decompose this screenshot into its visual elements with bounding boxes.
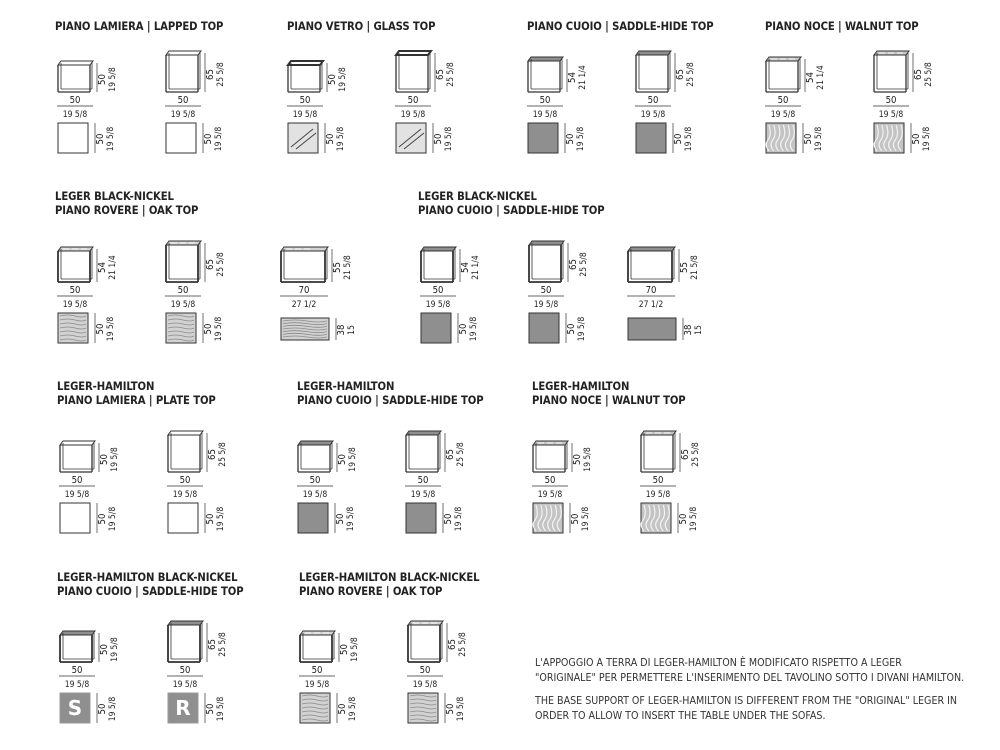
height-cm: 65 bbox=[913, 69, 924, 80]
elevation-view bbox=[168, 621, 207, 662]
depth-inch: 19 5/8 bbox=[216, 506, 226, 532]
section-title-cuoio bbox=[527, 20, 714, 34]
depth-cm: 38 bbox=[683, 324, 694, 336]
section-title-line: LEGER-HAMILTON bbox=[57, 380, 155, 393]
elevation-view bbox=[396, 51, 435, 92]
table-top bbox=[58, 61, 93, 65]
table-drawing bbox=[55, 50, 145, 160]
height-inch: 19 5/8 bbox=[338, 67, 348, 92]
plan-top bbox=[628, 318, 676, 340]
section-title-line: PIANO VETRO | GLASS TOP bbox=[287, 20, 436, 33]
height-cm: 65 bbox=[447, 639, 458, 650]
height-inch: 19 5/8 bbox=[583, 447, 593, 472]
height-cm: 54 bbox=[97, 262, 108, 273]
height-cm: 50 bbox=[99, 454, 110, 465]
elevation-view bbox=[874, 51, 913, 92]
width-inch: 27 1/2 bbox=[291, 300, 317, 310]
plan-top bbox=[60, 503, 90, 533]
width-cm: 50 bbox=[544, 475, 556, 486]
width-inch: 19 5/8 bbox=[400, 110, 426, 120]
height-inch: 25 5/8 bbox=[924, 62, 934, 87]
depth-cm: 50 bbox=[325, 133, 336, 145]
height-inch: 21 1/4 bbox=[108, 255, 118, 280]
width-cm: 50 bbox=[417, 475, 429, 486]
table-top bbox=[636, 51, 671, 55]
plan-top bbox=[298, 503, 328, 533]
height-cm: 65 bbox=[680, 449, 691, 460]
depth-inch: 19 5/8 bbox=[922, 126, 932, 152]
height-cm: 65 bbox=[445, 449, 456, 460]
width-inch: 27 1/2 bbox=[638, 300, 664, 310]
section-title-h-lamiera bbox=[57, 380, 216, 408]
depth-inch: 19 5/8 bbox=[684, 126, 694, 152]
plan-view bbox=[288, 123, 325, 153]
hamilton-base-note bbox=[535, 656, 965, 732]
table-drawing bbox=[625, 240, 715, 350]
width-inch: 19 5/8 bbox=[425, 300, 451, 310]
table-top bbox=[406, 431, 441, 435]
table-drawing bbox=[526, 240, 616, 350]
depth-cm: 50 bbox=[205, 513, 216, 525]
table-drawing bbox=[530, 430, 620, 540]
height-cm: 50 bbox=[97, 74, 108, 85]
depth-inch: 19 5/8 bbox=[814, 126, 824, 152]
depth-inch: 19 5/8 bbox=[456, 696, 466, 722]
plan-view bbox=[406, 503, 443, 533]
plan-top bbox=[408, 693, 438, 723]
depth-cm: 50 bbox=[570, 513, 581, 525]
depth-inch: 19 5/8 bbox=[581, 506, 591, 532]
plan-view bbox=[298, 503, 335, 533]
height-cm: 50 bbox=[572, 454, 583, 465]
width-cm: 50 bbox=[652, 475, 664, 486]
elevation-view bbox=[641, 431, 680, 472]
plan-view bbox=[166, 313, 203, 343]
table-drawing bbox=[418, 240, 508, 350]
plan-view bbox=[408, 693, 445, 723]
height-cm: 65 bbox=[568, 259, 579, 270]
width-inch: 19 5/8 bbox=[770, 110, 796, 120]
width-cm: 70 bbox=[645, 285, 657, 296]
width-inch: 19 5/8 bbox=[878, 110, 904, 120]
width-cm: 50 bbox=[309, 475, 321, 486]
section-title-line: PIANO CUOIO | SADDLE-HIDE TOP bbox=[418, 204, 605, 217]
width-cm: 50 bbox=[177, 285, 189, 296]
elevation-view bbox=[533, 441, 572, 472]
plan-top bbox=[168, 503, 198, 533]
width-cm: 50 bbox=[540, 285, 552, 296]
width-inch: 19 5/8 bbox=[170, 110, 196, 120]
height-inch: 19 5/8 bbox=[348, 447, 358, 472]
plan-top bbox=[421, 313, 451, 343]
height-cm: 55 bbox=[332, 262, 343, 273]
section-title-h-cuoio bbox=[297, 380, 484, 408]
depth-inch: 15 bbox=[694, 325, 704, 335]
plan-view bbox=[168, 503, 205, 533]
table-drawing bbox=[165, 430, 255, 540]
elevation-view bbox=[168, 431, 207, 472]
table-top bbox=[288, 61, 323, 65]
height-cm: 65 bbox=[675, 69, 686, 80]
table-drawing bbox=[403, 430, 493, 540]
height-cm: 50 bbox=[327, 74, 338, 85]
height-cm: 50 bbox=[339, 644, 350, 655]
width-cm: 50 bbox=[299, 95, 311, 106]
height-cm: 65 bbox=[207, 639, 218, 650]
section-title-hbn-cuoio bbox=[57, 571, 244, 599]
width-cm: 50 bbox=[69, 95, 81, 106]
plan-view bbox=[58, 313, 95, 343]
elevation-view bbox=[58, 61, 97, 92]
depth-inch: 19 5/8 bbox=[106, 316, 116, 342]
depth-inch: 19 5/8 bbox=[577, 316, 587, 342]
plan-top bbox=[288, 123, 318, 153]
depth-cm: 50 bbox=[95, 323, 106, 335]
elevation-view bbox=[766, 57, 805, 92]
table-drawing bbox=[297, 620, 387, 730]
elevation-view bbox=[166, 51, 205, 92]
section-title-line: LEGER BLACK-NICKEL bbox=[55, 190, 174, 203]
table-drawing bbox=[278, 240, 368, 350]
table-top bbox=[396, 51, 431, 55]
height-cm: 65 bbox=[435, 69, 446, 80]
depth-cm: 50 bbox=[203, 323, 214, 335]
elevation-view bbox=[300, 631, 339, 662]
height-inch: 19 5/8 bbox=[110, 637, 120, 662]
plan-view bbox=[168, 693, 205, 723]
height-cm: 50 bbox=[337, 454, 348, 465]
height-inch: 19 5/8 bbox=[108, 67, 118, 92]
height-cm: 54 bbox=[805, 72, 816, 83]
depth-inch: 19 5/8 bbox=[214, 126, 224, 152]
depth-inch: 19 5/8 bbox=[216, 696, 226, 722]
table-drawing bbox=[405, 620, 495, 730]
width-inch: 19 5/8 bbox=[172, 680, 198, 690]
plan-view bbox=[421, 313, 458, 343]
plan-view bbox=[628, 318, 683, 340]
table-drawing bbox=[295, 430, 385, 540]
table-drawing bbox=[871, 50, 961, 160]
height-cm: 50 bbox=[99, 644, 110, 655]
section-title-line: PIANO LAMIERA | LAPPED TOP bbox=[55, 20, 224, 33]
plan-top bbox=[636, 123, 666, 153]
badge-letter: R bbox=[175, 696, 191, 720]
depth-cm: 50 bbox=[445, 703, 456, 715]
width-inch: 19 5/8 bbox=[412, 680, 438, 690]
table-drawing bbox=[57, 430, 147, 540]
badge-letter: S bbox=[67, 696, 83, 720]
section-title-line: PIANO NOCE | WALNUT TOP bbox=[532, 394, 686, 407]
depth-cm: 50 bbox=[803, 133, 814, 145]
width-cm: 50 bbox=[311, 665, 323, 676]
plan-view bbox=[528, 123, 565, 153]
elevation-view bbox=[636, 51, 675, 92]
width-inch: 19 5/8 bbox=[532, 110, 558, 120]
width-inch: 19 5/8 bbox=[62, 300, 88, 310]
plan-view bbox=[533, 503, 570, 533]
table-top bbox=[421, 247, 456, 251]
depth-cm: 50 bbox=[678, 513, 689, 525]
table-top bbox=[168, 431, 203, 435]
height-inch: 25 5/8 bbox=[218, 632, 228, 657]
height-inch: 25 5/8 bbox=[216, 252, 226, 277]
width-inch: 19 5/8 bbox=[304, 680, 330, 690]
width-inch: 19 5/8 bbox=[64, 490, 90, 500]
height-cm: 65 bbox=[205, 69, 216, 80]
width-cm: 50 bbox=[885, 95, 897, 106]
depth-inch: 19 5/8 bbox=[108, 696, 118, 722]
plan-view bbox=[166, 123, 203, 153]
elevation-view bbox=[60, 441, 99, 472]
width-inch: 19 5/8 bbox=[533, 300, 559, 310]
plan-view bbox=[396, 123, 433, 153]
table-top bbox=[628, 247, 675, 251]
section-title-line: LEGER-HAMILTON BLACK-NICKEL bbox=[57, 571, 238, 584]
width-cm: 50 bbox=[539, 95, 551, 106]
width-inch: 19 5/8 bbox=[410, 490, 436, 500]
table-top bbox=[60, 441, 95, 445]
depth-cm: 50 bbox=[911, 133, 922, 145]
depth-cm: 50 bbox=[673, 133, 684, 145]
table-drawing bbox=[525, 50, 615, 160]
depth-inch: 19 5/8 bbox=[214, 316, 224, 342]
elevation-view bbox=[58, 247, 97, 282]
height-inch: 21 1/4 bbox=[578, 65, 588, 90]
width-cm: 50 bbox=[432, 285, 444, 296]
elevation-view bbox=[628, 247, 679, 282]
depth-cm: 50 bbox=[335, 513, 346, 525]
depth-inch: 19 5/8 bbox=[444, 126, 454, 152]
section-title-line: LEGER-HAMILTON BLACK-NICKEL bbox=[299, 571, 480, 584]
plan-view bbox=[58, 123, 95, 153]
width-cm: 50 bbox=[407, 95, 419, 106]
depth-cm: 50 bbox=[95, 133, 106, 145]
section-title-line: PIANO CUOIO | SADDLE-HIDE TOP bbox=[297, 394, 484, 407]
section-title-h-noce bbox=[532, 380, 686, 408]
depth-cm: 50 bbox=[458, 323, 469, 335]
width-cm: 50 bbox=[179, 665, 191, 676]
plan-top bbox=[166, 313, 196, 343]
depth-cm: 50 bbox=[565, 133, 576, 145]
section-title-hbn-rovere bbox=[299, 571, 479, 599]
plan-view bbox=[641, 503, 678, 533]
table-drawing bbox=[163, 240, 253, 350]
table-drawing bbox=[285, 50, 375, 160]
table-top bbox=[60, 631, 95, 635]
height-inch: 25 5/8 bbox=[456, 442, 466, 467]
plan-top bbox=[396, 123, 426, 153]
plan-view bbox=[874, 123, 911, 153]
plan-top bbox=[58, 313, 88, 343]
depth-inch: 19 5/8 bbox=[454, 506, 464, 532]
width-inch: 19 5/8 bbox=[170, 300, 196, 310]
width-inch: 19 5/8 bbox=[172, 490, 198, 500]
depth-cm: 38 bbox=[336, 324, 347, 336]
height-inch: 19 5/8 bbox=[110, 447, 120, 472]
depth-inch: 19 5/8 bbox=[576, 126, 586, 152]
table-drawing bbox=[55, 240, 145, 350]
table-top bbox=[166, 51, 201, 55]
width-cm: 50 bbox=[71, 665, 83, 676]
width-inch: 19 5/8 bbox=[64, 680, 90, 690]
depth-inch: 19 5/8 bbox=[348, 696, 358, 722]
width-cm: 50 bbox=[177, 95, 189, 106]
height-inch: 21 1/4 bbox=[816, 65, 826, 90]
depth-inch: 19 5/8 bbox=[469, 316, 479, 342]
width-cm: 50 bbox=[179, 475, 191, 486]
note-italian: L'APPOGGIO A TERRA DI LEGER-HAMILTON È MODIFICATO RISPETTO A LEGER "ORIGINALE" PER PERMETTERE L'INSERIMENTO DEL TAVOLINO SOTTO I DIVANI HAMILTON. bbox=[535, 657, 965, 684]
width-inch: 19 5/8 bbox=[645, 490, 671, 500]
width-inch: 19 5/8 bbox=[62, 110, 88, 120]
height-inch: 21 5/8 bbox=[690, 255, 700, 280]
depth-inch: 15 bbox=[347, 325, 357, 335]
depth-inch: 19 5/8 bbox=[336, 126, 346, 152]
plan-top bbox=[406, 503, 436, 533]
width-cm: 50 bbox=[419, 665, 431, 676]
section-title-bn-cuoio bbox=[418, 190, 605, 218]
depth-cm: 50 bbox=[97, 513, 108, 525]
table-top bbox=[528, 57, 563, 61]
width-cm: 50 bbox=[647, 95, 659, 106]
height-cm: 65 bbox=[207, 449, 218, 460]
height-cm: 65 bbox=[205, 259, 216, 270]
table-top bbox=[298, 441, 333, 445]
depth-cm: 50 bbox=[433, 133, 444, 145]
plan-view bbox=[636, 123, 673, 153]
height-inch: 25 5/8 bbox=[691, 442, 701, 467]
depth-inch: 19 5/8 bbox=[106, 126, 116, 152]
table-top bbox=[168, 621, 203, 625]
elevation-view bbox=[406, 431, 445, 472]
height-cm: 54 bbox=[567, 72, 578, 83]
depth-cm: 50 bbox=[443, 513, 454, 525]
width-cm: 50 bbox=[777, 95, 789, 106]
height-inch: 21 1/4 bbox=[471, 255, 481, 280]
section-title-line: LEGER BLACK-NICKEL bbox=[418, 190, 537, 203]
section-title-line: PIANO CUOIO | SADDLE-HIDE TOP bbox=[57, 585, 244, 598]
height-cm: 54 bbox=[460, 262, 471, 273]
plan-view bbox=[300, 693, 337, 723]
table-drawing bbox=[638, 430, 728, 540]
plan-view bbox=[60, 693, 97, 723]
elevation-view bbox=[529, 241, 568, 282]
plan-top bbox=[58, 123, 88, 153]
table-drawing bbox=[165, 620, 255, 730]
height-inch: 25 5/8 bbox=[218, 442, 228, 467]
depth-cm: 50 bbox=[203, 133, 214, 145]
table-top bbox=[529, 241, 564, 245]
width-inch: 19 5/8 bbox=[640, 110, 666, 120]
width-inch: 19 5/8 bbox=[537, 490, 563, 500]
table-drawing bbox=[163, 50, 253, 160]
plan-view bbox=[766, 123, 803, 153]
width-cm: 50 bbox=[71, 475, 83, 486]
table-drawing bbox=[633, 50, 723, 160]
depth-cm: 50 bbox=[205, 703, 216, 715]
section-title-vetro bbox=[287, 20, 435, 34]
depth-inch: 19 5/8 bbox=[108, 506, 118, 532]
table-drawing bbox=[393, 50, 483, 160]
plan-top bbox=[528, 123, 558, 153]
depth-cm: 50 bbox=[97, 703, 108, 715]
width-inch: 19 5/8 bbox=[302, 490, 328, 500]
depth-cm: 50 bbox=[337, 703, 348, 715]
elevation-view bbox=[166, 241, 205, 282]
section-title-line: LEGER-HAMILTON bbox=[297, 380, 395, 393]
plan-top bbox=[166, 123, 196, 153]
section-title-bn-rovere bbox=[55, 190, 198, 218]
width-inch: 19 5/8 bbox=[292, 110, 318, 120]
elevation-view bbox=[421, 247, 460, 282]
height-inch: 25 5/8 bbox=[446, 62, 456, 87]
depth-cm: 50 bbox=[566, 323, 577, 335]
plan-view bbox=[60, 503, 97, 533]
section-title-line: PIANO ROVERE | OAK TOP bbox=[299, 585, 443, 598]
plan-view bbox=[529, 313, 566, 343]
height-inch: 21 5/8 bbox=[343, 255, 353, 280]
section-title-line: PIANO LAMIERA | PLATE TOP bbox=[57, 394, 216, 407]
plan-top bbox=[300, 693, 330, 723]
elevation-view bbox=[281, 247, 332, 282]
note-english: THE BASE SUPPORT OF LEGER-HAMILTON IS DIFFERENT FROM THE "ORIGINAL" LEGER IN ORDER TO ALLOW TO INSERT THE TABLE UNDER THE SOFAS. bbox=[535, 695, 958, 722]
height-inch: 25 5/8 bbox=[216, 62, 226, 87]
table-drawing bbox=[57, 620, 147, 730]
depth-inch: 19 5/8 bbox=[689, 506, 699, 532]
section-title-line: LEGER-HAMILTON bbox=[532, 380, 630, 393]
elevation-view bbox=[298, 441, 337, 472]
elevation-view bbox=[408, 621, 447, 662]
table-drawing bbox=[763, 50, 853, 160]
height-inch: 25 5/8 bbox=[458, 632, 468, 657]
section-title-line: PIANO NOCE | WALNUT TOP bbox=[765, 20, 919, 33]
elevation-view bbox=[60, 631, 99, 662]
width-cm: 70 bbox=[298, 285, 310, 296]
height-inch: 25 5/8 bbox=[686, 62, 696, 87]
height-inch: 25 5/8 bbox=[579, 252, 589, 277]
section-title-noce bbox=[765, 20, 919, 34]
section-title-line: PIANO CUOIO | SADDLE-HIDE TOP bbox=[527, 20, 714, 33]
elevation-view bbox=[288, 61, 327, 92]
elevation-view bbox=[528, 57, 567, 92]
height-cm: 55 bbox=[679, 262, 690, 273]
section-title-lamiera bbox=[55, 20, 223, 34]
section-title-line: PIANO ROVERE | OAK TOP bbox=[55, 204, 199, 217]
width-cm: 50 bbox=[69, 285, 81, 296]
plan-view bbox=[281, 318, 336, 340]
plan-top bbox=[529, 313, 559, 343]
depth-inch: 19 5/8 bbox=[346, 506, 356, 532]
height-inch: 19 5/8 bbox=[350, 637, 360, 662]
